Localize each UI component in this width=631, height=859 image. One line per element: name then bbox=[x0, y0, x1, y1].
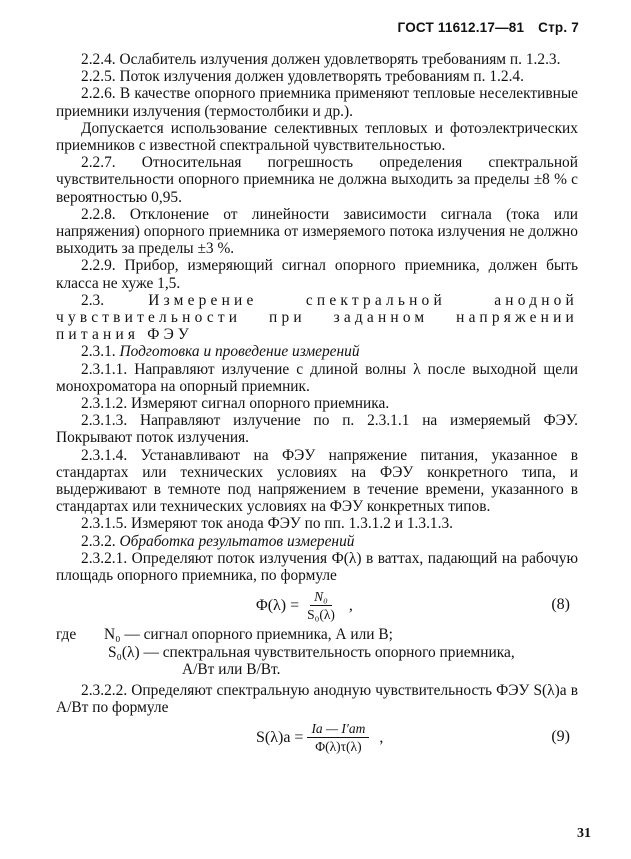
paragraph-2-2-4: 2.2.4. Ослабитель излучения должен удовлетворять требованиям п. 1.2.3. bbox=[81, 51, 561, 68]
paragraph-2-2-7: 2.2.7. Относительная погрешность определения спектральной чувствительности опорного приемника не должна выходить за пределы ±8 % с вероятностью 0,95. bbox=[56, 154, 578, 206]
definition-s0-line1: S₀(λ) — спектральная чувствительность опорного приемника, bbox=[108, 643, 515, 661]
subsection-heading-2-3-1 bbox=[56, 343, 578, 360]
formula-9 bbox=[56, 718, 578, 756]
formula-8-fraction bbox=[303, 589, 339, 622]
page-label: Стр. 7 bbox=[538, 20, 579, 35]
paragraph-2-3-1-4: 2.3.1.4. Устанавливают на ФЭУ напряжение питания, указанное в стандартах или технических условиях на ФЭУ конкретного типа, и выдерживают в темноте под напряжением в течение времени, указанного в стандартах или технических условиях на ФЭУ конкретных типов. bbox=[56, 446, 578, 516]
formula-9-lhs: S(λ)а = bbox=[256, 728, 304, 746]
paragraph-2-3-1-5: 2.3.1.5. Измеряют ток анода ФЭУ по пп. 1.3.1.2 и 1.3.1.3. bbox=[81, 515, 454, 533]
formula-9-comma: , bbox=[379, 728, 384, 746]
formula-8-denominator: S₀(λ) bbox=[307, 606, 335, 622]
subsection-heading-2-3-2 bbox=[56, 533, 578, 550]
formula-8-body bbox=[256, 586, 353, 624]
paragraph-2-3-1-2: 2.3.1.2. Измеряют сигнал опорного приемника. bbox=[81, 395, 390, 413]
definition-s0-line2: А/Вт или В/Вт. bbox=[182, 660, 281, 678]
paragraph-2-2-8: 2.2.8. Отклонение от линейности зависимости сигнала (тока или напряжения) опорного приемника от измеряемого потока излучения не должно выходить за пределы ±3 %. bbox=[56, 205, 578, 258]
formula-9-number: (9) bbox=[551, 728, 570, 746]
paragraph-2-2-6: 2.2.6. В качестве опорного приемника применяют тепловые неселективные приемники излучения (термостолбики и др.). bbox=[56, 85, 578, 120]
subsection-number: 2.3.2. bbox=[81, 532, 116, 550]
formula-9-body bbox=[256, 718, 383, 756]
where-label: где bbox=[56, 626, 77, 644]
paragraph-2-2-9: 2.2.9. Прибор, измеряющий сигнал опорного приемника, должен быть класса не хуже 1,5. bbox=[56, 257, 578, 292]
formula-9-denominator: Φ(λ)τ(λ) bbox=[315, 738, 362, 754]
paragraph-allowed: Допускается использование селективных тепловых и фотоэлектрических приемников с известной спектральной чувствительностью. bbox=[56, 119, 578, 155]
formula-9-numerator: Iа — I′ат bbox=[307, 721, 369, 738]
formula-9-fraction bbox=[307, 721, 369, 754]
paragraph-2-2-5: 2.2.5. Поток излучения должен удовлетворять требованиям п. 1.2.4. bbox=[81, 68, 524, 86]
paragraph-2-3-2-2: 2.3.2.2. Определяют спектральную анодную чувствительность ФЭУ S(λ)а в А/Вт по формуле bbox=[56, 681, 578, 717]
paragraph-2-3-1-1: 2.3.1.1. Направляют излучение с длиной волны λ после выходной щели монохроматора на опорный приемник. bbox=[56, 360, 578, 395]
subsection-title: Обработка результатов измерений bbox=[119, 532, 355, 550]
section-title: Измерение спектральной анодной чувствительности при заданном напряжении питания ФЭУ bbox=[56, 291, 578, 344]
definition-n0 bbox=[56, 626, 578, 643]
subsection-number: 2.3.1. bbox=[81, 343, 116, 361]
section-heading-2-3 bbox=[56, 292, 578, 344]
definition-n0-text: N₀ — сигнал опорного приемника, А или В; bbox=[104, 626, 393, 644]
formula-8-lhs: Φ(λ) = bbox=[256, 596, 300, 614]
formula-8 bbox=[56, 586, 578, 624]
page-header bbox=[398, 20, 579, 35]
page-number: 31 bbox=[577, 826, 591, 841]
subsection-title: Подготовка и проведение измерений bbox=[119, 343, 360, 361]
formula-8-number: (8) bbox=[551, 596, 570, 614]
body-text bbox=[56, 51, 578, 758]
definition-s0 bbox=[108, 644, 578, 678]
formula-8-comma: , bbox=[348, 596, 353, 614]
paragraph-2-3-1-3: 2.3.1.3. Направляют излучение по п. 2.3.1.1 на измеряемый ФЭУ. Покрывают поток излучения. bbox=[56, 412, 578, 447]
section-number: 2.3. bbox=[81, 291, 105, 309]
formula-8-numerator: N₀ bbox=[310, 589, 332, 606]
paragraph-2-3-2-1: 2.3.2.1. Определяют поток излучения Ф(λ) в ваттах, падающий на рабочую площадь опорного приемника, по формуле bbox=[56, 549, 578, 585]
standard-code: ГОСТ 11612.17—81 bbox=[397, 20, 525, 35]
